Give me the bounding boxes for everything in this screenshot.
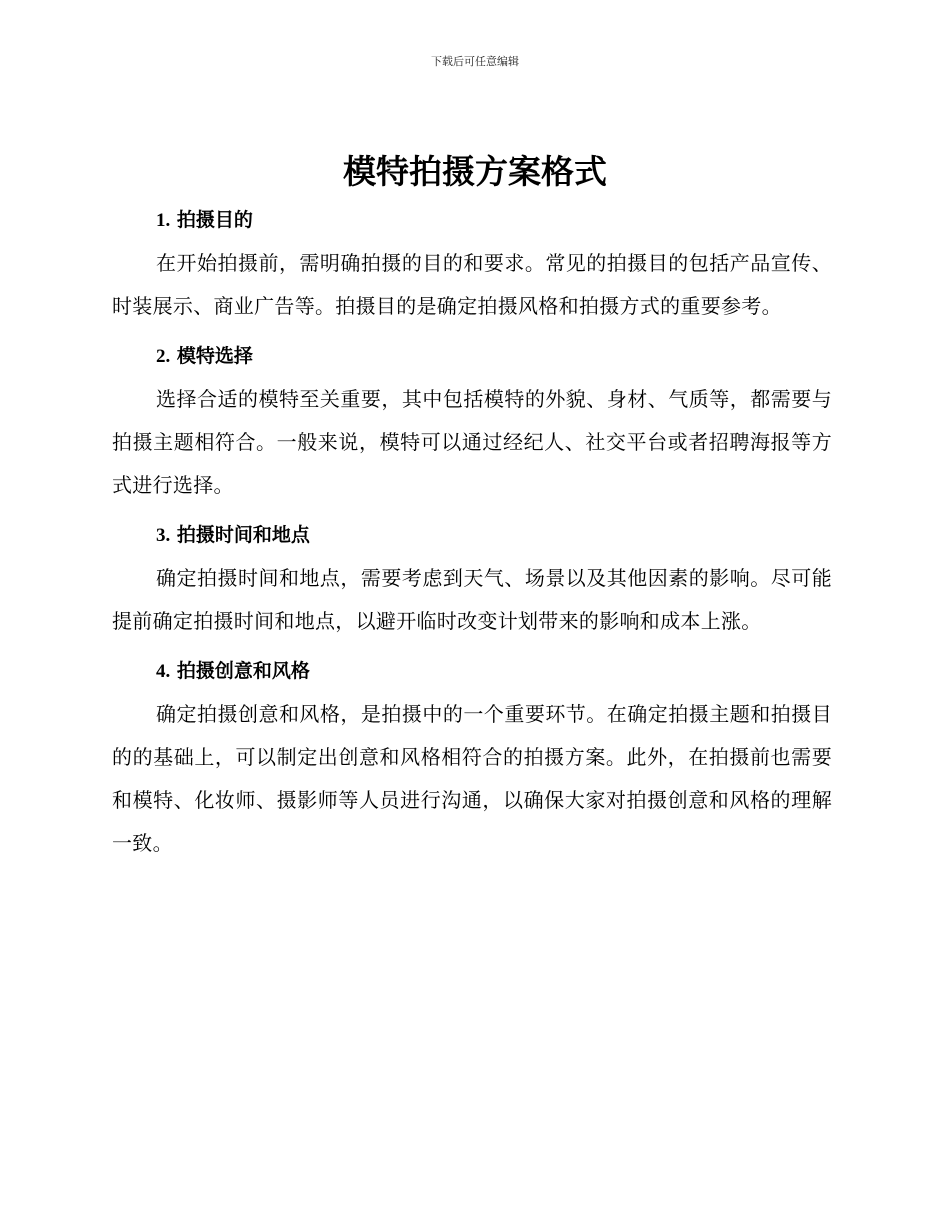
section-paragraph: 确定拍摄时间和地点，需要考虑到天气、场景以及其他因素的影响。尽可能提前确定拍摄时间和地点，以避开临时改变计划带来的影响和成本上涨。 [112, 566, 832, 633]
section-heading-text: 模特选择 [176, 345, 253, 367]
section-number: 3. [156, 525, 171, 546]
section-model-selection [112, 334, 832, 507]
section-heading [112, 334, 832, 378]
section-creative-style [112, 649, 832, 865]
section-heading-text: 拍摄创意和风格 [176, 660, 310, 682]
section-heading [112, 649, 832, 693]
document-title: 模特拍摄方案格式 [343, 152, 607, 191]
section-paragraph: 确定拍摄创意和风格，是拍摄中的一个重要环节。在确定拍摄主题和拍摄目的的基础上，可以制定出创意和风格相符合的拍摄方案。此外，在拍摄前也需要和模特、化妆师、摄影师等人员进行沟通，以确保大家对拍摄创意和风格的理解一致。 [112, 702, 832, 855]
section-paragraph: 在开始拍摄前，需明确拍摄的目的和要求。常见的拍摄目的包括产品宣传、时装展示、商业广告等。拍摄目的是确定拍摄风格和拍摄方式的重要参考。 [112, 251, 832, 318]
section-number: 4. [156, 661, 171, 682]
page-header-note: 下载后可任意编辑 [431, 55, 519, 68]
section-time-location [112, 513, 832, 643]
section-number: 2. [156, 346, 171, 367]
section-heading-text: 拍摄时间和地点 [176, 524, 310, 546]
document-body [112, 198, 832, 871]
section-number: 1. [156, 210, 171, 231]
section-heading [112, 513, 832, 557]
section-heading [112, 198, 832, 242]
section-purpose [112, 198, 832, 328]
section-heading-text: 拍摄目的 [176, 209, 253, 231]
section-paragraph: 选择合适的模特至关重要，其中包括模特的外貌、身材、气质等，都需要与拍摄主题相符合。一般来说，模特可以通过经纪人、社交平台或者招聘海报等方式进行选择。 [112, 387, 832, 497]
